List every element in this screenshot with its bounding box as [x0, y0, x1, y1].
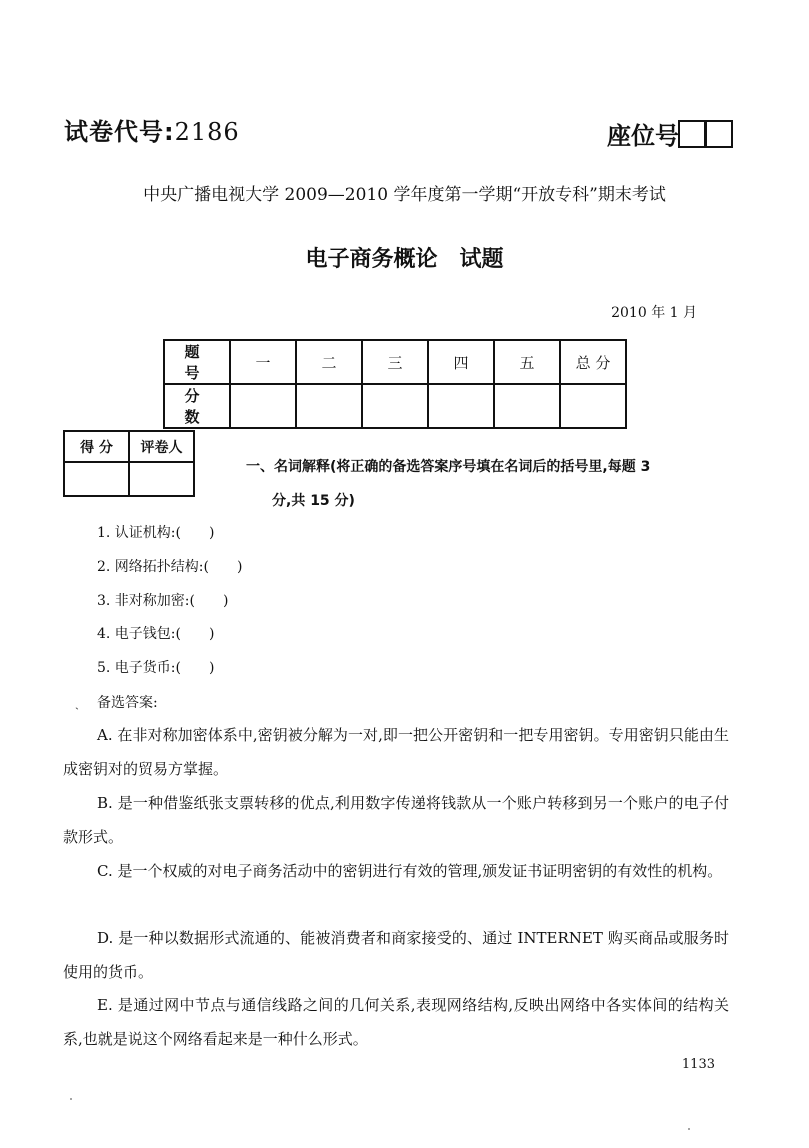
score-cell: [428, 384, 494, 428]
answer-option-b: B. 是一种借鉴纸张支票转移的优点,利用数字传递将钱款从一个账户转移到另一个账户的电子付款形式。: [63, 794, 729, 846]
score-table-header: 三: [362, 340, 428, 384]
term-item: 5. 电子货币:( ): [97, 660, 215, 676]
score-table-header: 题 号: [164, 340, 230, 384]
seat-box: [678, 120, 706, 148]
exam-title: 电子商务概论 试题: [305, 247, 504, 272]
seat-label: 座位号: [607, 122, 679, 150]
answers-label: 备选答案:: [97, 695, 158, 711]
term-item: 4. 电子钱包:( ): [97, 626, 215, 642]
grader-header-grader: 评卷人: [129, 431, 194, 462]
score-table-header: 四: [428, 340, 494, 384]
term-item: 2. 网络拓扑结构:( ): [97, 559, 243, 575]
score-cell: [560, 384, 626, 428]
answer-option-d: D. 是一种以数据形式流通的、能被消费者和商家接受的、通过 INTERNET 购买商品或服务时使用的货币。: [63, 929, 729, 981]
score-cell: [362, 384, 428, 428]
term-item: 1. 认证机构:( ): [97, 525, 215, 541]
scan-speck: [70, 1098, 72, 1100]
section-heading: 一、名词解释(将正确的备选答案序号填在名词后的括号里,每题 3: [246, 459, 651, 475]
page-number: 1133: [681, 1057, 715, 1072]
scan-speck: [688, 1128, 690, 1130]
section-heading-cont: 分,共 15 分): [272, 493, 355, 509]
paper-code: [64, 112, 240, 147]
score-table-header-row: [164, 340, 626, 384]
score-table-header: 一: [230, 340, 296, 384]
score-table-header: 五: [494, 340, 560, 384]
grader-score-cell: [64, 462, 129, 496]
score-table: [163, 339, 627, 429]
score-table-row-label: 分 数: [164, 384, 230, 428]
term-item: 3. 非对称加密:( ): [97, 593, 229, 609]
score-table-score-row: [164, 384, 626, 428]
exam-header: 中央广播电视大学 2009—2010 学年度第一学期“开放专科”期末考试: [143, 185, 666, 205]
answer-option-e: E. 是通过网中节点与通信线路之间的几何关系,表现网络结构,反映出网络中各实体间的结构关系,也就是说这个网络看起来是一种什么形式。: [63, 996, 729, 1048]
exam-date: 2010 年 1 月: [611, 305, 697, 321]
score-cell: [230, 384, 296, 428]
seat-box: [705, 120, 733, 148]
answer-option-c: C. 是一个权威的对电子商务活动中的密钥进行有效的管理,颁发证书证明密钥的有效性的机构。: [97, 862, 723, 880]
stray-mark: ˏ: [75, 696, 79, 710]
paper-code-number: 2186: [174, 118, 240, 146]
score-table-header: 二: [296, 340, 362, 384]
score-cell: [494, 384, 560, 428]
grader-name-cell: [129, 462, 194, 496]
score-cell: [296, 384, 362, 428]
seat-number: [607, 116, 733, 151]
score-table-header: 总 分: [560, 340, 626, 384]
grader-table: [63, 430, 195, 497]
grader-header-score: 得 分: [64, 431, 129, 462]
answer-option-a: A. 在非对称加密体系中,密钥被分解为一对,即一把公开密钥和一把专用密钥。专用密钥只能由生成密钥对的贸易方掌握。: [63, 726, 729, 778]
paper-code-label: 试卷代号:: [64, 118, 175, 146]
